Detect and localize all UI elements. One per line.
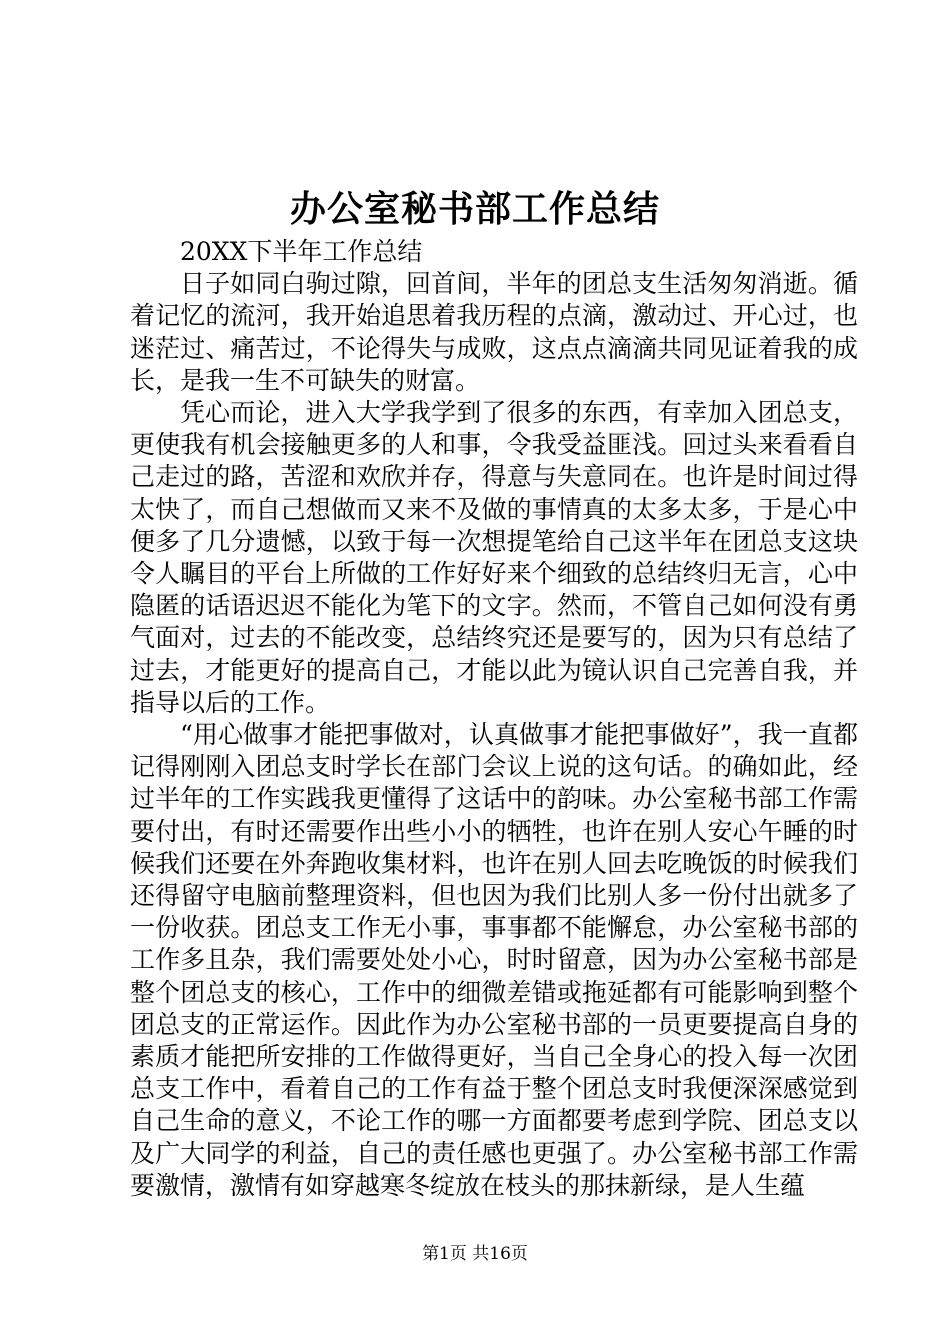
paragraph: 日子如同白驹过隙，回首间，半年的团总支生活匆匆消逝。循着记忆的流河，我开始追思着我历程的点滴，激动过、开心过，也迷茫过、痛苦过，不论得失与成败，这点点滴滴共同见证着我的成长，是我一生不可缺失的财富。: [130, 269, 858, 395]
page-footer: 第1页 共16页: [422, 1244, 528, 1264]
document-body: [130, 236, 858, 1202]
paragraph: 凭心而论，进入大学我学到了很多的东西，有幸加入团总支，更使我有机会接触更多的人和事，令我受益匪浅。回过头来看看自己走过的路，苦涩和欢欣并存，得意与失意同在。也许是时间过得太快了，而自己想做而又来不及做的事情真的太多太多，于是心中便多了几分遗憾，以致于每一次想提笔给自己这半年在团总支这块令人瞩目的平台上所做的工作好好来个细致的总结终归无言，心中隐匿的话语迟迟不能化为笔下的文字。然而，不管自己如何没有勇气面对，过去的不能改变，总结终究还是要写的，因为只有总结了过去，才能更好的提高自己，才能以此为镜认识自己完善自我，并指导以后的工作。: [130, 398, 858, 717]
paragraph: “用心做事才能把事做对，认真做事才能把事做好”，我一直都记得刚刚入团总支时学长在部门会议上说的这句话。的确如此，经过半年的工作实践我更懂得了这话中的韵味。办公室秘书部工作需要付出，有时还需要作出些小小的牺牲，也许在别人安心午睡的时候我们还要在外奔跑收集材料，也许在别人回去吃晚饭的时候我们还得留守电脑前整理资料，但也因为我们比别人多一份付出就多了一份收获。团总支工作无小事，事事都不能懈怠，办公室秘书部的工作多且杂，我们需要处处小心，时时留意，因为办公室秘书部是整个团总支的核心，工作中的细微差错或拖延都有可能影响到整个团总支的正常运作。因此作为办公室秘书部的一员更要提高自身的素质才能把所安排的工作做得更好，当自己全身心的投入每一次团总支工作中，看着自己的工作有益于整个团总支时我便深深感觉到自己生命的意义，不论工作的哪一方面都要考虑到学院、团总支以及广大同学的利益，自己的责任感也更强了。办公室秘书部工作需要激情，激情有如穿越寒冬绽放在枝头的那抹新绿，是人生蕴: [130, 720, 858, 1200]
document-title: 办公室秘书部工作总结: [289, 188, 660, 230]
paragraph-subtitle: 20XX下半年工作总结: [180, 237, 423, 266]
